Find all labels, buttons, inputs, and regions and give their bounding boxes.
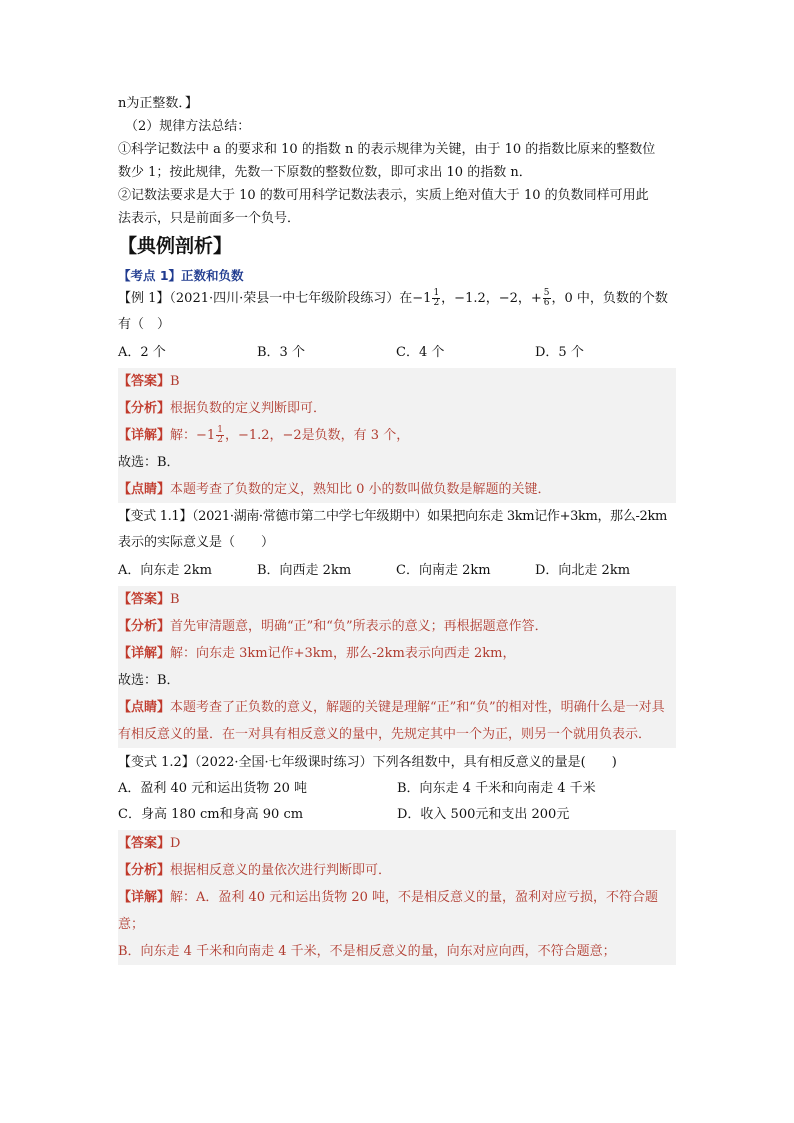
ex1-conclusion: 故选：B． [118, 455, 180, 470]
var12-option-a: A．盈利 40 元和运出货物 20 吨 [118, 781, 308, 796]
ex1-detail-prefix: 解： [170, 428, 197, 443]
ex1-remark-line [118, 476, 676, 503]
var11-detail-text: 解：向东走 3km记作+3km，那么-2km表示向西走 2km， [170, 646, 516, 661]
ex1-options [118, 340, 676, 366]
intro-line-2: （2）规律方法总结： [125, 119, 251, 134]
ex1-detail-n1: −1 [196, 428, 216, 443]
ex1-value-n1: −1 [412, 291, 432, 306]
ex1-question-suffix: ，0 中，负数的个数 [551, 291, 668, 306]
var11-option-a: A．向东走 2km [118, 563, 212, 578]
var11-option-b: B．向西走 2km [257, 563, 352, 578]
ex1-fraction-2 [543, 289, 551, 308]
intro-line-4: 数少 1；按此规律，先数一下原数的整数位数，即可求出 10 的指数 n． [118, 165, 532, 180]
var12-options-row-2 [118, 802, 676, 828]
ex1-analysis-line [118, 395, 676, 422]
ex1-question-line-2: 有（ ） [118, 317, 171, 332]
detail-tag: 【详解】 [118, 890, 171, 905]
ex1-answer-line [118, 368, 676, 395]
ex1-analysis-text: 根据负数的定义判断即可． [170, 401, 327, 416]
ex1-option-d: D．5 个 [535, 345, 584, 360]
var12-detail-b: B．向东走 4 千米和向南走 4 千米，不是相反意义的量，向东对应向西，不符合题意； [118, 944, 616, 959]
var11-analysis-line [118, 613, 676, 640]
intro-line-1: n为正整数．】 [118, 96, 198, 111]
intro-line-6: 法表示，只是前面多一个负号． [118, 211, 301, 226]
answer-tag: 【答案】 [118, 836, 171, 851]
ex1-fraction-2-num: 5 [543, 288, 550, 298]
detail-tag: 【详解】 [118, 646, 171, 661]
var11-detail-line [118, 640, 676, 667]
ex1-detail-rest: ，−1.2，−2是负数，有 3 个， [224, 428, 410, 443]
var11-conclusion: 故选：B． [118, 673, 180, 688]
var11-remark-para [118, 694, 676, 748]
analysis-tag: 【分析】 [118, 863, 171, 878]
answer-tag: 【答案】 [118, 374, 171, 389]
ex1-question-mid: ，−1.2，−2，+ [441, 291, 542, 306]
var11-option-c: C．向南走 2km [396, 563, 491, 578]
var11-question-line-2: 表示的实际意义是（ ） [118, 535, 275, 550]
detail-tag: 【详解】 [118, 428, 171, 443]
ex1-answer-block [118, 368, 676, 503]
var12-answer-block [118, 830, 676, 965]
var11-answer-block [118, 586, 676, 748]
ex1-option-a: A．2 个 [118, 345, 166, 360]
ex1-detail-fraction [216, 426, 224, 445]
var11-question-line-1: 【变式 1.1】（2021·湖南·常德市第二中学七年级期中）如果把向东走 3km记作+3km，那么-2km [118, 509, 667, 524]
remark-tag: 【点睛】 [118, 700, 171, 715]
ex1-option-c: C．4 个 [396, 345, 445, 360]
var12-option-d: D．收入 500元和支出 200元 [397, 807, 570, 822]
var12-detail-para [118, 884, 676, 938]
ex1-answer-value: B [170, 374, 180, 389]
var12-option-c: C．身高 180 cm和身高 90 cm [118, 807, 304, 822]
ex1-fraction-1-den: 2 [433, 298, 440, 308]
analysis-tag: 【分析】 [118, 619, 171, 634]
analysis-tag: 【分析】 [118, 401, 171, 416]
ex1-question-line-1 [118, 287, 676, 310]
ex1-fraction-1 [432, 289, 440, 308]
ex1-detail-line [118, 422, 676, 449]
ex1-option-b: B．3 个 [257, 345, 305, 360]
var11-option-d: D．向北走 2km [535, 563, 631, 578]
answer-tag: 【答案】 [118, 592, 171, 607]
var11-analysis-text: 首先审清题意，明确“正”和“负”所表示的意义；再根据题意作答． [170, 619, 548, 634]
ex1-question-prefix: 【例 1】（2021·四川·荣县一中七年级阶段练习）在 [118, 291, 413, 306]
var11-answer-line [118, 586, 676, 613]
var12-answer-value: D [170, 836, 181, 851]
var12-analysis-text: 根据相反意义的量依次进行判断即可． [170, 863, 392, 878]
ex1-fraction-1-num: 1 [433, 288, 440, 298]
var11-options [118, 558, 676, 584]
ex1-remark-text: 本题考查了负数的定义，熟知比 0 小的数叫做负数是解题的关键． [170, 482, 551, 497]
intro-line-5: ②记数法要求是大于 10 的数可用科学记数法表示，实质上绝对值大于 10 的负数同样可用此 [118, 188, 649, 203]
var12-question: 【变式 1.2】（2022·全国·七年级课时练习）下列各组数中，具有相反意义的量是( ) [118, 755, 617, 770]
remark-tag: 【点睛】 [118, 482, 171, 497]
var12-detail-a: 解：A．盈利 40 元和运出货物 20 吨，不是相反意义的量，盈利对应亏损，不符合题意； [118, 890, 659, 932]
ex1-detail-fraction-den: 2 [217, 435, 223, 445]
ex1-fraction-2-den: 6 [543, 298, 550, 308]
intro-line-3: ①科学记数法中 a 的要求和 10 的指数 n 的表示规律为关键，由于 10 的指数比原来的整数位 [118, 142, 656, 157]
page-content [118, 92, 676, 967]
var12-option-b: B．向东走 4 千米和向南走 4 千米 [397, 781, 596, 796]
var11-answer-value: B [170, 592, 180, 607]
var12-options-row-1 [118, 776, 676, 802]
var12-answer-line [118, 830, 676, 857]
var11-remark-text: 本题考查了正负数的意义，解题的关键是理解“正”和“负”的相对性，明确什么是一对具有相反意义的量．在一对具有相反意义的量中，先规定其中一个为正，则另一个就用负表示． [118, 700, 665, 742]
ex1-detail-fraction-num: 1 [217, 425, 223, 435]
kaodian-heading: 【考点 1】正数和负数 [118, 268, 244, 283]
var12-analysis-line [118, 857, 676, 884]
section-title: 【典例剖析】 [118, 235, 233, 257]
